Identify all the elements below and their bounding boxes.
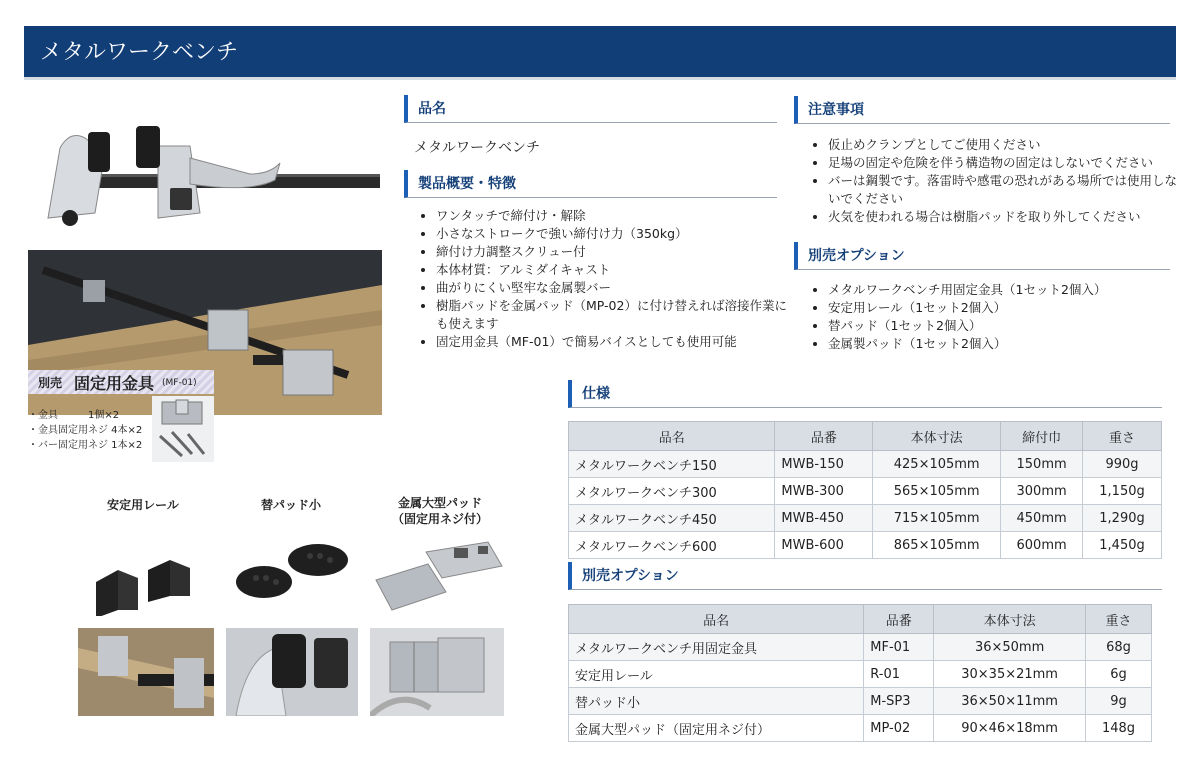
fixture-part-2: ・金具固定用ネジ 4本×2 [28, 425, 143, 436]
feature-item: • 樹脂パッドを金属パッド（MP-02）に付け替えれば溶接作業にも使えます [436, 297, 798, 333]
option-table [568, 604, 1152, 742]
spec-col-width: 締付巾 [1001, 422, 1083, 451]
table-cell: メタルワークベンチ300 [569, 478, 775, 505]
table-cell: 450mm [1001, 505, 1083, 532]
table-cell: 565×105mm [873, 478, 1001, 505]
options-heading: 別売オプション [794, 242, 1170, 270]
fixture-box [28, 370, 214, 462]
caution-item: • 足場の固定や危険を伴う構造物の固定はしないでください [828, 154, 1188, 172]
pad-small-photo [226, 530, 362, 616]
option-header-row [569, 605, 1152, 634]
metal-pad-photo [370, 530, 510, 616]
table-cell: 150mm [1001, 451, 1083, 478]
table-cell: 865×105mm [873, 532, 1001, 559]
table-cell: 30×35×21mm [934, 661, 1086, 688]
table-cell: MWB-150 [775, 451, 873, 478]
fixture-part-3: ・バー固定用ネジ 1本×2 [28, 440, 143, 451]
label-rail: 安定用レール [107, 498, 179, 512]
option-table-heading: 別売オプション [568, 562, 1162, 590]
table-row [569, 505, 1162, 532]
rail-photo [78, 530, 214, 616]
product-name-value: メタルワークベンチ [414, 140, 540, 156]
fixture-title: 固定用金具 [74, 374, 155, 393]
table-row [569, 532, 1162, 559]
feature-item: • 固定用金具（MF-01）で簡易バイスとしても使用可能 [436, 333, 798, 351]
table-cell: MWB-300 [775, 478, 873, 505]
caution-item: • バーは鋼製です。落雷時や感電の恐れがある場所では使用しないでください [828, 172, 1188, 208]
label-metal-pad-1: 金属大型パッド [397, 496, 482, 510]
table-row [569, 688, 1152, 715]
options-list [806, 281, 1188, 353]
feature-item: • 締付け力調整スクリュー付 [436, 243, 798, 261]
table-cell: 300mm [1001, 478, 1083, 505]
table-row [569, 661, 1152, 688]
spec-col-name: 品名 [569, 422, 775, 451]
product-photo-clamp [40, 118, 385, 240]
table-cell: 36×50mm [934, 634, 1086, 661]
table-cell: メタルワークベンチ450 [569, 505, 775, 532]
table-row [569, 634, 1152, 661]
feature-item: • 小さなストロークで強い締付け力（350kg） [436, 225, 798, 243]
table-cell: 36×50×11mm [934, 688, 1086, 715]
table-cell: MP-02 [864, 715, 934, 742]
option-item: • メタルワークベンチ用固定金具（1セット2個入） [828, 281, 1188, 299]
option-col-name: 品名 [569, 605, 864, 634]
fixture-code: (MF-01) [162, 378, 197, 388]
rail-usage-photo [78, 628, 214, 716]
table-cell: メタルワークベンチ150 [569, 451, 775, 478]
cautions-heading: 注意事項 [794, 96, 1170, 124]
pad-usage-photo [226, 628, 358, 716]
page-title: メタルワークベンチ [40, 40, 239, 65]
feature-item: • 本体材質：アルミダイキャスト [436, 261, 798, 279]
table-row [569, 478, 1162, 505]
features-list [414, 207, 798, 351]
spec-col-code: 品番 [775, 422, 873, 451]
table-row [569, 715, 1152, 742]
feature-item: • ワンタッチで締付け・解除 [436, 207, 798, 225]
fixture-image [152, 396, 214, 462]
table-cell: 安定用レール [569, 661, 864, 688]
option-item: • 替パッド（1セット2個入） [828, 317, 1188, 335]
table-cell: 600mm [1001, 532, 1083, 559]
table-cell: 425×105mm [873, 451, 1001, 478]
feature-item: • 曲がりにくい堅牢な金属製バー [436, 279, 798, 297]
table-cell: 替パッド小 [569, 688, 864, 715]
product-name-heading: 品名 [404, 95, 777, 123]
features-heading: 製品概要・特徴 [404, 170, 777, 198]
option-col-size: 本体寸法 [934, 605, 1086, 634]
table-cell: M-SP3 [864, 688, 934, 715]
spec-col-weight: 重さ [1083, 422, 1162, 451]
table-cell: 1,150g [1083, 478, 1162, 505]
fixture-part-1: ・金具 1個×2 [28, 410, 120, 421]
table-cell: 金属大型パッド（固定用ネジ付） [569, 715, 864, 742]
option-item: • 安定用レール（1セット2個入） [828, 299, 1188, 317]
table-cell: R-01 [864, 661, 934, 688]
table-cell: メタルワークベンチ用固定金具 [569, 634, 864, 661]
metal-pad-usage-photo [370, 628, 504, 716]
table-cell: 1,450g [1083, 532, 1162, 559]
spec-table [568, 421, 1162, 559]
table-cell: メタルワークベンチ600 [569, 532, 775, 559]
label-metal-pad-2: （固定用ネジ付） [391, 512, 488, 526]
table-row [569, 451, 1162, 478]
spec-header-row [569, 422, 1162, 451]
table-cell: 90×46×18mm [934, 715, 1086, 742]
table-cell: 715×105mm [873, 505, 1001, 532]
fixture-tag: 別売 [38, 376, 63, 390]
table-cell: 990g [1083, 451, 1162, 478]
option-col-code: 品番 [864, 605, 934, 634]
option-col-weight: 重さ [1086, 605, 1152, 634]
table-cell: 148g [1086, 715, 1152, 742]
table-cell: 6g [1086, 661, 1152, 688]
label-pad-small: 替パッド小 [260, 498, 321, 512]
page-header [24, 26, 1176, 80]
caution-item: • 火気を使われる場合は樹脂パッドを取り外してください [828, 208, 1188, 226]
table-cell: MF-01 [864, 634, 934, 661]
table-cell: 9g [1086, 688, 1152, 715]
spec-col-size: 本体寸法 [873, 422, 1001, 451]
table-cell: 68g [1086, 634, 1152, 661]
caution-item: • 仮止めクランプとしてご使用ください [828, 136, 1188, 154]
table-cell: MWB-600 [775, 532, 873, 559]
cautions-list [806, 136, 1188, 226]
table-cell: MWB-450 [775, 505, 873, 532]
table-cell: 1,290g [1083, 505, 1162, 532]
option-item: • 金属製パッド（1セット2個入） [828, 335, 1188, 353]
spec-heading: 仕様 [568, 380, 1162, 408]
